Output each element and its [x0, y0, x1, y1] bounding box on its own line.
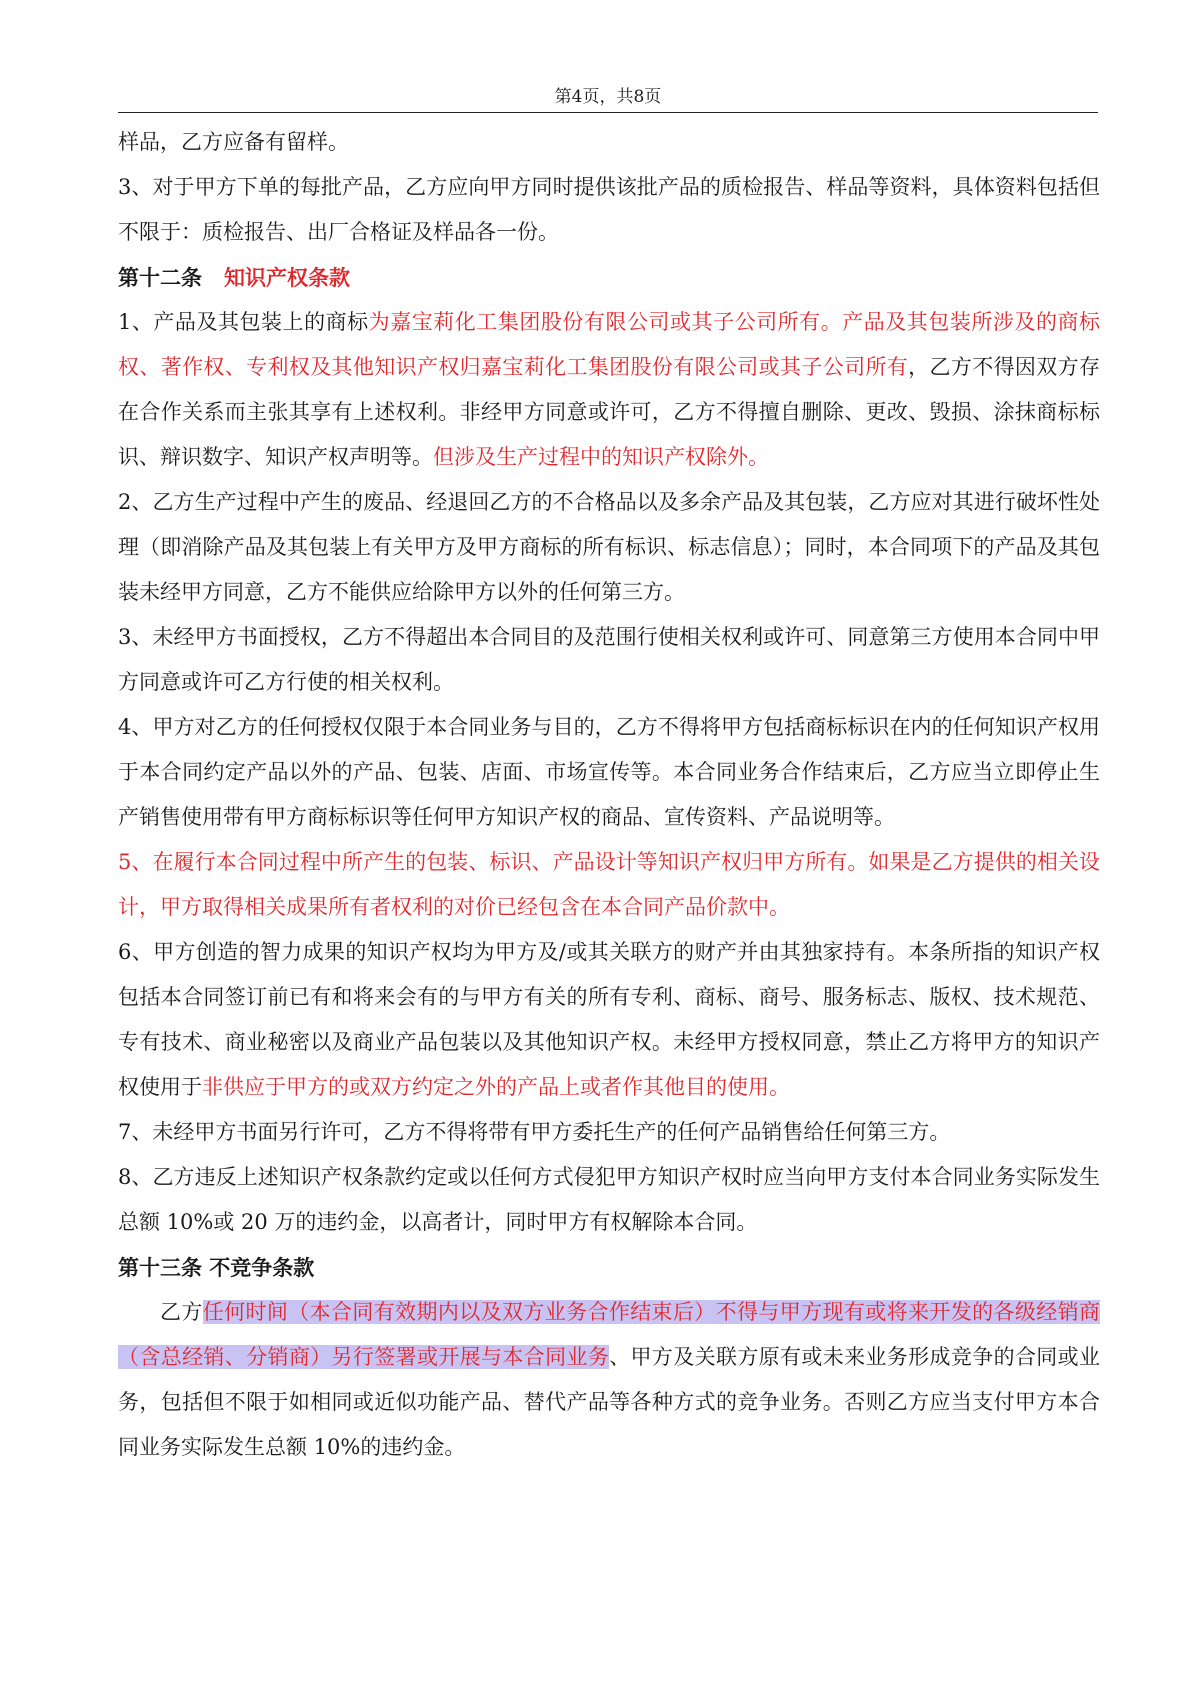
- clause-text-red: 但涉及生产过程中的知识产权除外。: [433, 445, 769, 469]
- section-heading-13: 第十三条 不竞争条款: [118, 1255, 315, 1280]
- clause-text: 乙方: [160, 1300, 203, 1324]
- clause-3: 3、未经甲方书面授权，乙方不得超出本合同目的及范围行使相关权利或许可、同意第三方使用本合同中甲方同意或许可乙方行使的相关权利。: [118, 625, 1100, 694]
- clause-1: [118, 300, 1100, 480]
- clause-4: 4、甲方对乙方的任何授权仅限于本合同业务与目的，乙方不得将甲方包括商标标识在内的任何知识产权用于本合同约定产品以外的产品、包装、店面、市场宣传等。本合同业务合作结束后，乙方应当立即停止生产销售使用带有甲方商标标识等任何甲方知识产权的商品、宣传资料、产品说明等。: [118, 715, 1100, 829]
- section-title: 知识产权条款: [224, 265, 350, 290]
- clause-8: 8、乙方违反上述知识产权条款约定或以任何方式侵犯甲方知识产权时应当向甲方支付本合同业务实际发生总额 10%或 20 万的违约金，以高者计，同时甲方有权解除本合同。: [118, 1165, 1100, 1234]
- clause-2: 2、乙方生产过程中产生的废品、经退回乙方的不合格品以及多余产品及其包装，乙方应对其进行破坏性处理（即消除产品及其包装上有关甲方及甲方商标的所有标识、标志信息）；同时，本合同项下的产品及其包装未经甲方同意，乙方不能供应给除甲方以外的任何第三方。: [118, 490, 1100, 604]
- clause-5: 5、在履行本合同过程中所产生的包装、标识、产品设计等知识产权归甲方所有。如果是乙方提供的相关设计，甲方取得相关成果所有者权利的对价已经包含在本合同产品价款中。: [118, 850, 1100, 919]
- clause-text: 、甲方及关联方原有或未来业务形成竞争的合同或业务，包括但不限于如相同或近似功能产品、替代产品等各种方式的竞争业务。否则乙方应当支付甲方本合同业务实际发生总额 10%的违约金。: [118, 1345, 1101, 1459]
- paragraph: 样品，乙方应备有留样。: [118, 130, 349, 154]
- highlighted-text: 任何时间（本合同有效期内以及双方业务合作结束后）不得与甲方现有或将来开发的各级经销商（含总经销、分销商）另行签署或开展与本合同业务: [118, 1300, 1101, 1369]
- section-number: 第十二条: [118, 265, 202, 290]
- clause-text-red: 为嘉宝莉化工集团股份有限公司或其子公司所有。产品及其包装所涉及的商标权、著作权、专利权及其他知识产权归嘉宝莉化工集团股份有限公司或其子公司所有: [118, 310, 1100, 379]
- clause-13: [118, 1290, 1100, 1470]
- paragraph: 3、对于甲方下单的每批产品，乙方应向甲方同时提供该批产品的质检报告、样品等资料，具体资料包括但不限于：质检报告、出厂合格证及样品各一份。: [118, 175, 1100, 244]
- document-body: [118, 120, 1100, 1470]
- clause-text: 6、甲方创造的智力成果的知识产权均为甲方及/或其关联方的财产并由其独家持有。本条所指的知识产权包括本合同签订前已有和将来会有的与甲方有关的所有专利、商标、商号、服务标志、版权、技术规范、专有技术、商业秘密以及商业产品包装以及其他知识产权。未经甲方授权同意，禁止乙方将甲方的知识产权使用于: [118, 940, 1100, 1099]
- clause-text: 1、产品及其包装上的商标: [118, 310, 369, 334]
- clause-6: [118, 930, 1100, 1110]
- page-header: 第4页，共8页: [554, 87, 662, 107]
- clause-7: 7、未经甲方书面另行许可，乙方不得将带有甲方委托生产的任何产品销售给任何第三方。: [118, 1120, 951, 1144]
- clause-text-red: 非供应于甲方的或双方约定之外的产品上或者作其他目的使用。: [202, 1075, 790, 1099]
- header-divider: [118, 112, 1098, 113]
- clause-text: ，乙方不得因双方存在合作关系而主张其享有上述权利。非经甲方同意或许可，乙方不得擅自删除、更改、毁损、涂抹商标标识、辩识数字、知识产权声明等。: [118, 355, 1101, 469]
- section-heading-12: [118, 255, 1100, 300]
